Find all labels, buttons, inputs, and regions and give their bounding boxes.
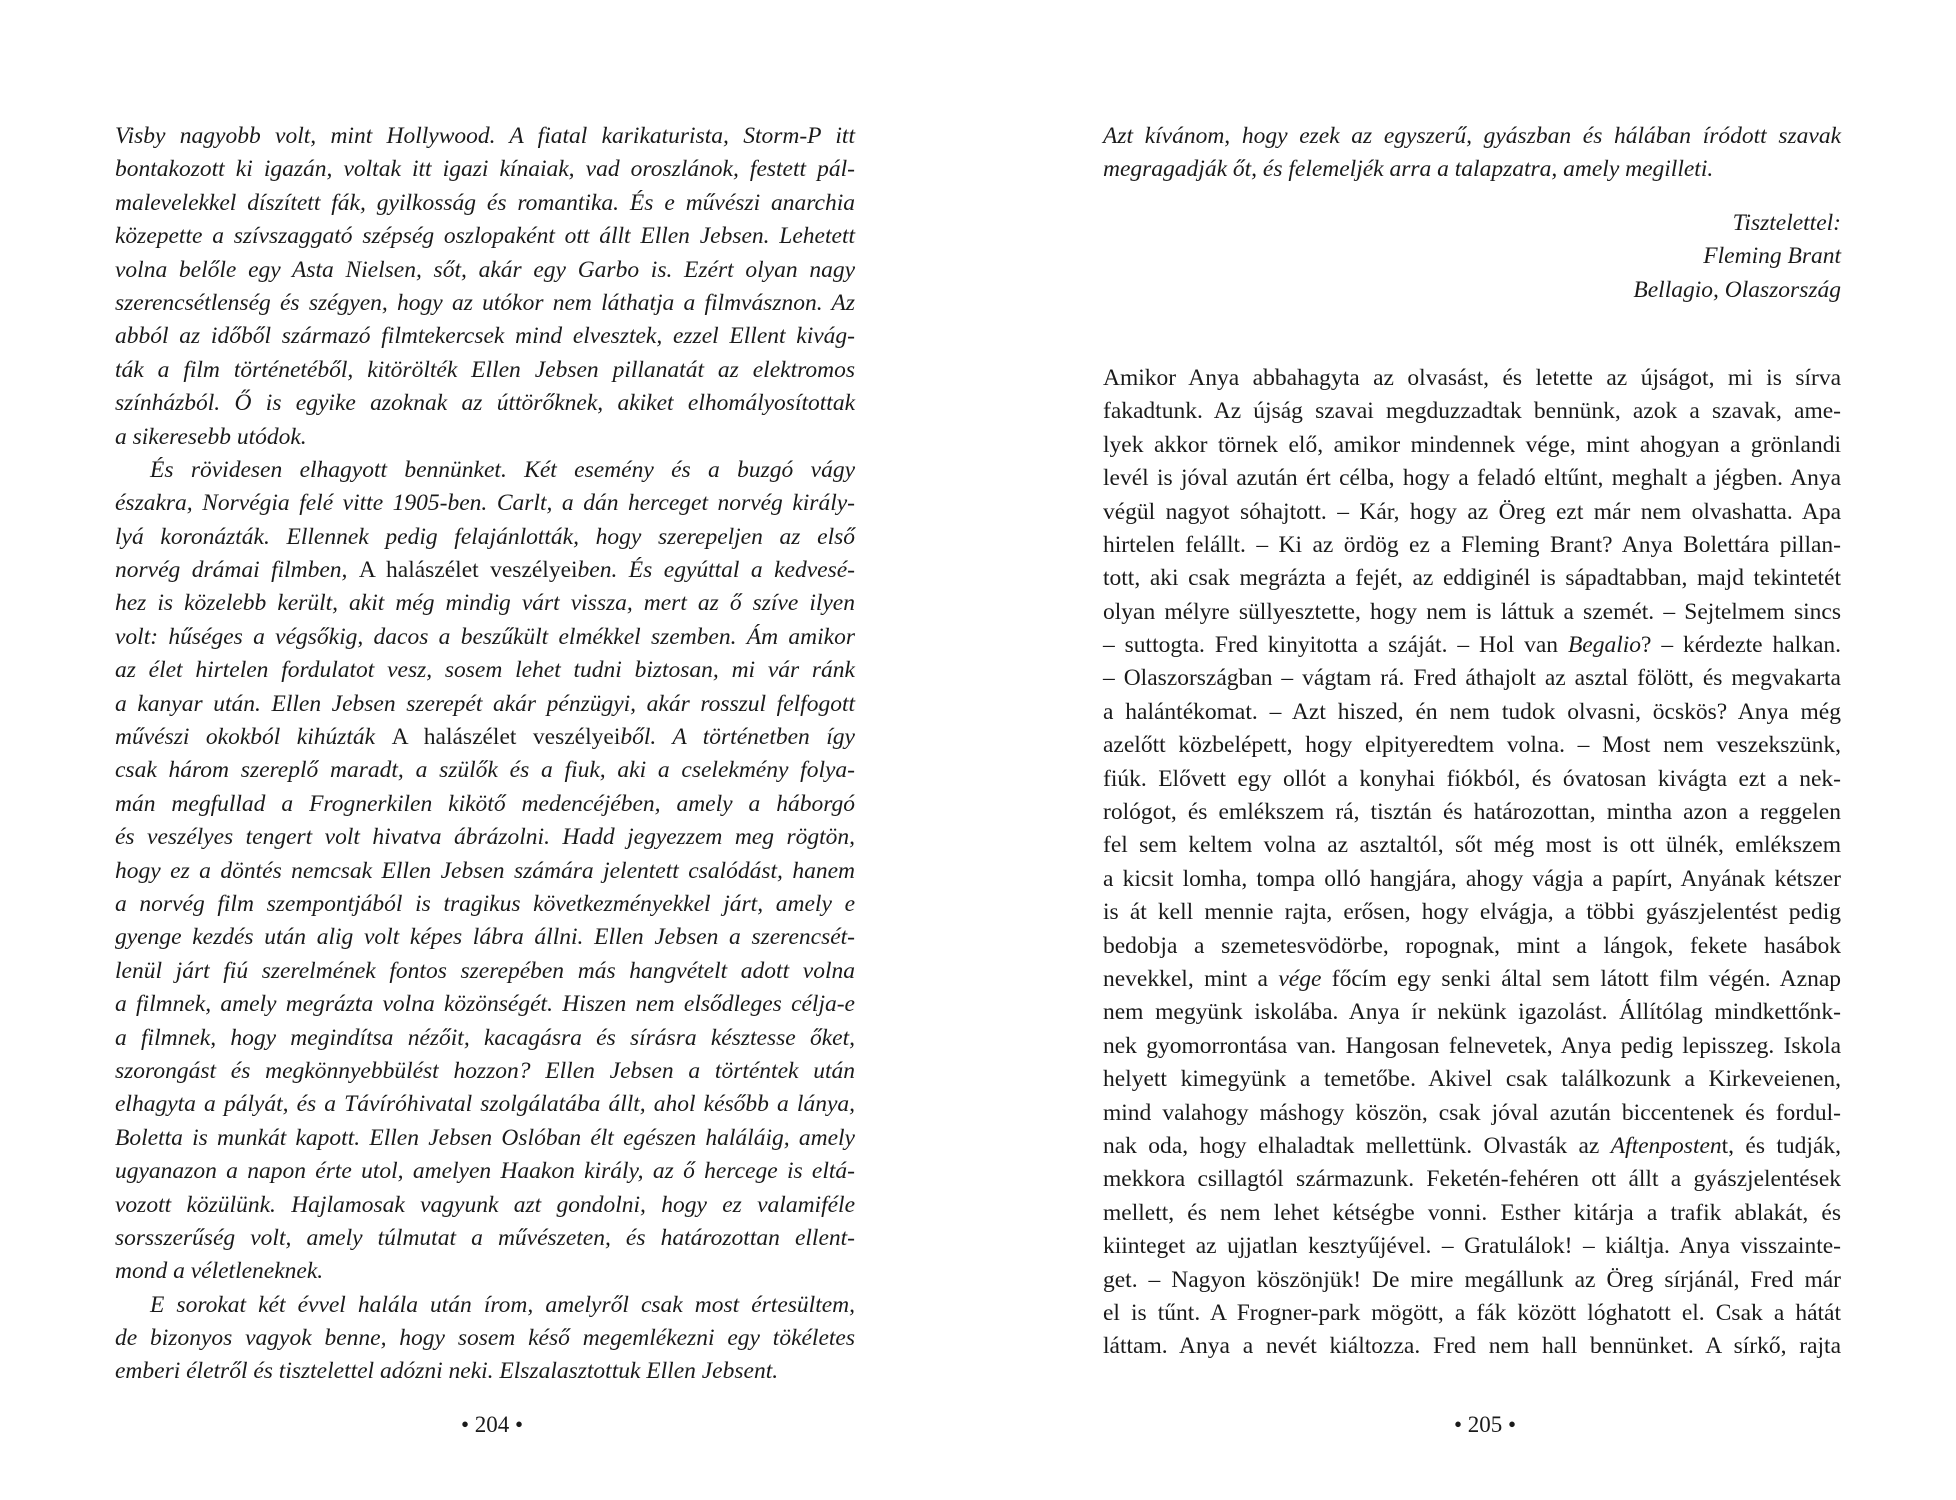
text-line: csak három szereplő maradt, a szülők és a fiuk, aki a cselekmény folya- [115, 757, 855, 784]
text-line: a kanyar után. Ellen Jebsen szerepét akár pénzügyi, akár rosszul felfogott [115, 690, 855, 717]
text-line: a sikeresebb utódok. [115, 423, 307, 450]
paragraph [115, 120, 855, 454]
text-line: volna belőle egy Asta Nielsen, sőt, akár egy Garbo is. Ezért olyan nagy [115, 256, 855, 283]
right-text-column [1103, 120, 1841, 1364]
text-line: nak oda, hogy elhaladtak mellettünk. Olvasták az Aftenpostent, és tudják, [1103, 1132, 1841, 1159]
text-line: északra, Norvégia felé vitte 1905-ben. Carlt, a dán herceget norvég király- [115, 490, 855, 517]
text-line: bontakozott ki igazán, voltak itt igazi kínaiak, vad oroszlánok, festett pál- [115, 156, 855, 183]
text-line: abból az időből származó filmtekercsek mind elvesztek, ezzel Ellent kivág- [115, 323, 855, 350]
left-text-column [115, 120, 855, 1389]
text-line: mind valahogy máshogy köszön, csak jóval azután biccentenek és fordul- [1103, 1099, 1841, 1126]
text-line: a filmnek, amely megrázta volna közönségét. Hiszen nem elsődleges célja-e [115, 991, 855, 1018]
text-line: hogy ez a döntés nemcsak Ellen Jebsen számára jelentett csalódást, hanem [115, 857, 855, 884]
text-line: Visby nagyobb volt, mint Hollywood. A fiatal karikaturista, Storm-P itt [115, 123, 855, 149]
text-line: közepette a szívszaggató szépség oszlopaként ott állt Ellen Jebsen. Lehetett [115, 223, 855, 250]
text-line: művészi okokból kihúzták A halászélet veszélyeiből. A történetben így [115, 724, 855, 751]
text-line: Boletta is munkát kapott. Ellen Jebsen Oslóban élt egészen haláláig, amely [115, 1124, 855, 1151]
text-line: Azt kívánom, hogy ezek az egyszerű, gyászban és hálában íródott szavak [1103, 123, 1841, 149]
text-line: végül nagyot sóhajtott. – Kár, hogy az Öreg ezt már nem olvashatta. Apa [1103, 498, 1841, 525]
text-line: fakadtunk. Az újság szavai megduzzadtak bennünk, azok a szavak, ame- [1103, 398, 1841, 425]
text-line: tott, aki csak megrázta a fejét, az eddiginél is sápadtabban, majd tekintetét [1103, 565, 1841, 592]
text-line: nevekkel, mint a vége főcím egy senki által sem látott film végén. Aznap [1103, 965, 1841, 992]
text-line: sorsszerűség volt, amely túlmutat a művészeten, és határozottan ellent- [115, 1224, 855, 1251]
text-line: elhagyta a pályát, és a Távíróhivatal szolgálatába állt, ahol később a lánya, [115, 1091, 855, 1118]
text-line: fel sem keltem volna az asztaltól, sőt még most is ott ülnék, emlékszem [1103, 832, 1841, 859]
text-line: szerencsétlenség és szégyen, hogy az utókor nem láthatja a filmvásznon. Az [115, 289, 855, 316]
text-line: is át kell mennie rajta, erősen, hogy elvágja, a többi gyászjelentést pedig [1103, 899, 1841, 926]
text-line: helyett kimegyünk a temetőbe. Akivel csak találkozunk a Kirkeveienen, [1103, 1066, 1841, 1093]
text-line: volt: hűséges a végsőkig, dacos a beszűkült elmékkel szemben. Ám amikor [115, 623, 855, 650]
page-number-right: • 205 • [1453, 1412, 1517, 1437]
text-line: és veszélyes tengert volt hivatva ábrázolni. Hadd jegyezzem meg rögtön, [115, 824, 855, 851]
text-line: E sorokat két évvel halála után írom, amelyről csak most értesültem, [150, 1291, 855, 1318]
text-line: láttam. Anya a nevét kiáltozza. Fred nem hall bennünket. A sírkő, rajta [1103, 1333, 1841, 1360]
text-line: rológot, és emlékszem rá, tisztán és határozottan, mintha azon a reggelen [1103, 799, 1841, 826]
text-line: gyenge kezdés után alig volt képes lábra állni. Ellen Jebsen a szerencsét- [115, 924, 855, 951]
text-line: fiúk. Elővett egy ollót a konyhai fiókból, és óvatosan kivágta ezt a nek- [1103, 765, 1841, 792]
text-line: lyek akkor törnek elő, amikor mindennek vége, mint ahogyan a grönlandi [1103, 431, 1841, 458]
text-line: malevelekkel díszített fák, gyilkosság és romantika. És e művészi anarchia [115, 189, 855, 216]
text-line: a kicsit lomha, tompa olló hangjára, ahogy vágja a papírt, Anyának kétszer [1103, 865, 1841, 892]
text-line: kiinteget az ujjatlan kesztyűjével. – Gratulálok! – kiáltja. Anya visszainte- [1103, 1233, 1841, 1260]
text-line: vozott közülünk. Hajlamosak vagyunk azt gondolni, hogy ez valamiféle [115, 1191, 855, 1218]
text-line: el is tűnt. A Frogner-park mögött, a fák között lóghatott el. Csak a hátát [1103, 1299, 1841, 1326]
signature-salutation: Tisztelettel: [1732, 209, 1841, 236]
text-line: színházból. Ő is egyike azoknak az úttörőknek, akiket elhomályosítottak [115, 390, 855, 417]
text-line: hirtelen felállt. – Ki az ördög ez a Fleming Brant? Anya Bolettára pillan- [1103, 531, 1841, 558]
spacer [1103, 307, 1841, 362]
text-line: emberi életről és tisztelettel adózni neki. Elszalasztottuk Ellen Jebsent. [115, 1358, 779, 1385]
italic-emphasis: Aftenposten [1610, 1132, 1722, 1159]
text-line: – suttogta. Fred kinyitotta a száját. – Hol van Begalio? – kérdezte halkan. [1103, 632, 1841, 659]
text-line: bedobja a szemetesvödörbe, ropognak, mint a lángok, fekete hasábok [1103, 932, 1841, 959]
text-line: És rövidesen elhagyott bennünket. Két esemény és a buzgó vágy [150, 456, 855, 483]
text-line: mekkora csillagtól származunk. Feketén-fehéren ott állt a gyászjelentések [1103, 1166, 1841, 1193]
signature-place: Bellagio, Olaszország [1633, 276, 1841, 303]
text-line: norvég drámai filmben, A halászélet veszélyeiben. És egyúttal a kedvesé- [115, 557, 855, 584]
paragraph [115, 1289, 855, 1389]
text-line: a norvég film szempontjából is tragikus következményekkel járt, amely e [115, 890, 855, 917]
page-number-left: • 204 • [460, 1412, 524, 1437]
text-line: megragadják őt, és felemeljék arra a talapzatra, amely megilleti. [1103, 156, 1714, 183]
letter-closing [1103, 120, 1841, 187]
text-line: mond a véletleneknek. [115, 1258, 324, 1285]
text-line: de bizonyos vagyok benne, hogy sosem késő megemlékezni egy tökéletes [115, 1325, 855, 1352]
text-line: szorongást és megkönnyebbülést hozzon? Ellen Jebsen a történtek után [115, 1057, 855, 1084]
text-line: ták a film történetéből, kitörölték Ellen Jebsen pillanatát az elektromos [115, 356, 855, 383]
italic-emphasis: vége [1278, 965, 1322, 992]
text-line: olyan mélyre süllyesztette, hogy nem is láttuk a szemét. – Sejtelmem sincs [1103, 598, 1841, 625]
text-line: a filmnek, hogy megindítsa nézőit, kacagásra és sírásra késztesse őket, [115, 1024, 855, 1051]
spacer [1103, 187, 1841, 207]
text-line: mellett, és nem lehet kétségbe vonni. Esther kitárja a trafik ablakát, és [1103, 1199, 1841, 1226]
text-line: azelőtt közbelépett, hogy elpityeredtem volna. – Most nem veszekszünk, [1103, 732, 1841, 759]
text-line: nek gyomorrontása van. Hangosan felnevetek, Anya pedig lepisszeg. Iskola [1103, 1032, 1841, 1059]
roman-title: A halászélet veszélyei [358, 557, 578, 584]
text-line: lenül járt fiú szerelmének fontos szerepében más hangvételt adott volna [115, 957, 855, 984]
text-line: levél is jóval azután ért célba, hogy a feladó eltűnt, meghalt a jégben. Anya [1103, 465, 1841, 492]
text-line: get. – Nagyon köszönjük! De mire megállunk az Öreg sírjánál, Fred már [1103, 1266, 1841, 1293]
roman-title: A halászélet veszélyei [391, 724, 621, 751]
paragraph [115, 454, 855, 1289]
text-line: nem megyünk iskolába. Anya ír nekünk igazolást. Állítólag mindkettőnk- [1103, 999, 1841, 1026]
text-line: mán megfullad a Frognerkilen kikötő medencéjében, amely a háborgó [115, 790, 855, 817]
text-line: a halántékomat. – Azt hiszed, én nem tudok olvasni, öcskös? Anya még [1103, 698, 1841, 725]
text-line: Amikor Anya abbahagyta az olvasást, és letette az újságot, mi is sírva [1103, 364, 1841, 391]
italic-emphasis: Begalio [1567, 632, 1642, 659]
signature-block [1103, 207, 1841, 307]
text-line: hez is közelebb került, akit még mindig várt vissza, mert az ő szíve ilyen [115, 590, 855, 617]
signature-name: Fleming Brant [1703, 243, 1841, 270]
text-line: – Olaszországban – vágtam rá. Fred áthajolt az asztal fölött, és megvakarta [1103, 665, 1841, 692]
text-line: lyá koronázták. Ellennek pedig felajánlották, hogy szerepeljen az első [115, 523, 855, 550]
body-text [1103, 362, 1841, 1364]
right-page [978, 0, 1956, 1500]
text-line: az élet hirtelen fordulatot vesz, sosem lehet tudni biztosan, mi vár ránk [115, 657, 855, 684]
text-line: ugyanazon a napon érte utol, amelyen Haakon király, az ő hercege is eltá- [115, 1158, 855, 1185]
